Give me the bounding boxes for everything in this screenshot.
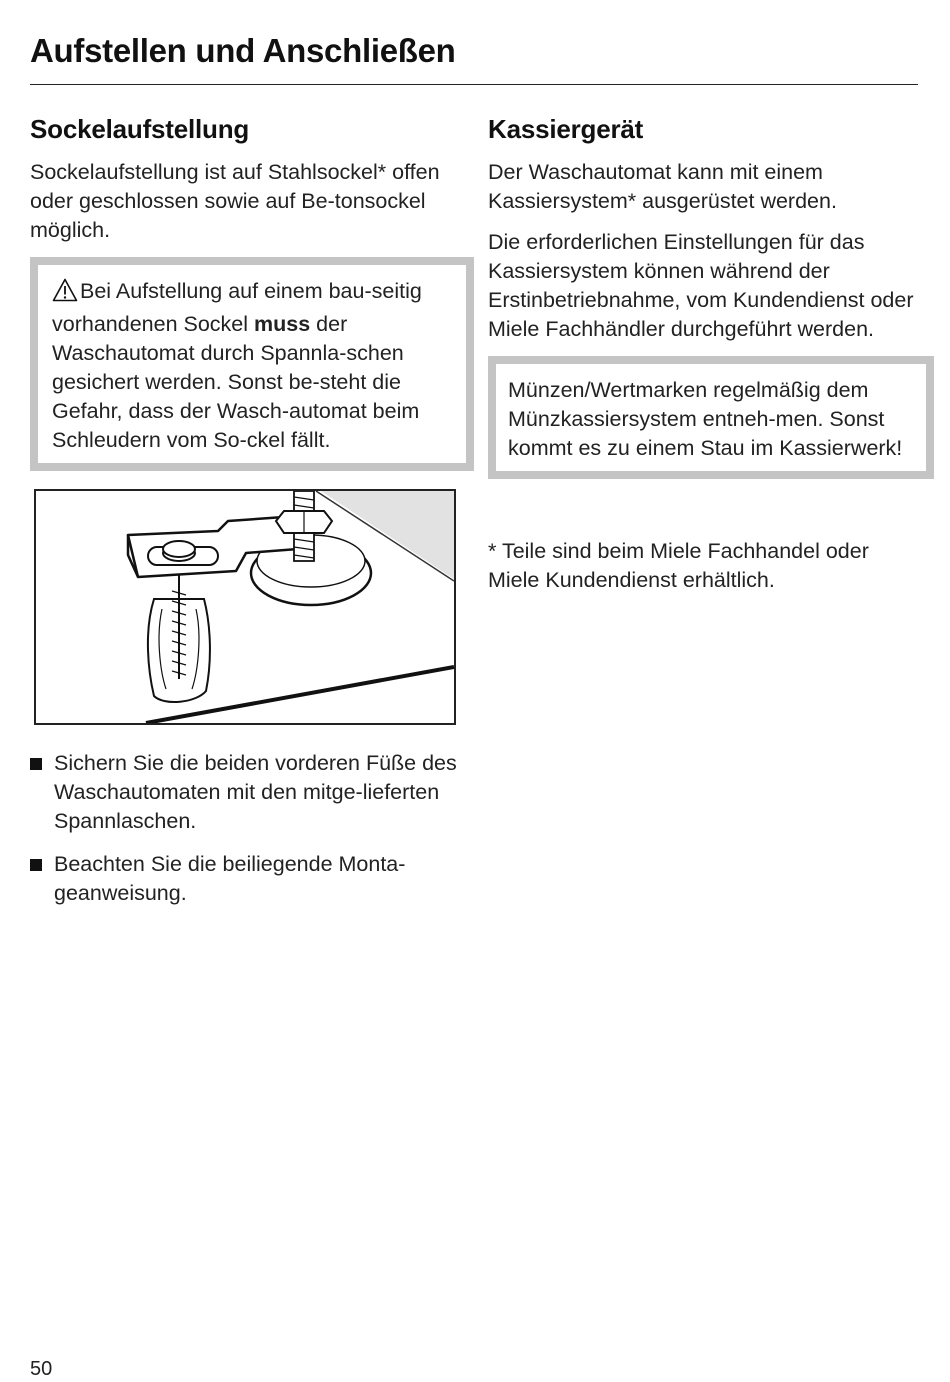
section-heading-sockelaufstellung: Sockelaufstellung [30, 114, 250, 144]
list-item: Beachten Sie die beiliegende Monta-geanweisung. [30, 850, 462, 908]
warning-triangle-icon [52, 278, 78, 310]
bullet-square-icon [30, 859, 42, 871]
instruction-list [30, 749, 462, 908]
kassier-paragraph-2: Die erforderlichen Einstellungen für das Kassiersystem können während der Erstinbetriebnahme, vom Kundendienst oder Miele Fachhändler durchgeführt werden. [488, 230, 914, 341]
note-box [488, 356, 934, 479]
left-column [30, 110, 462, 922]
list-item: Sichern Sie die beiden vorderen Füße des Waschautomaten mit den mitge-lieferten Spannlaschen. [30, 749, 462, 836]
section-heading-kassiergeraet: Kassiergerät [488, 114, 644, 144]
intro-paragraph: Sockelaufstellung ist auf Stahlsockel* offen oder geschlossen sowie auf Be-tonsockel möglich. [30, 160, 440, 242]
warning-text-bold: muss [254, 312, 311, 336]
warning-box [30, 257, 474, 471]
warning-text [52, 277, 452, 455]
warning-text-after: der Waschautomat durch Spannla-schen gesichert werden. Sonst be-steht die Gefahr, dass der Wasch-automat beim Schleudern vom So-ckel fällt. [52, 312, 420, 452]
footnote: * Teile sind beim Miele Fachhandel oder Miele Kundendienst erhältlich. [488, 539, 869, 592]
right-column [488, 110, 920, 607]
kassier-paragraph-1: Der Waschautomat kann mit einem Kassiersystem* ausgerüstet werden. [488, 160, 837, 213]
warning-text-before: Bei Aufstellung auf einem bau-seitig vorhandenen Sockel [52, 279, 422, 336]
bracket-illustration [34, 489, 456, 725]
bullet-square-icon [30, 758, 42, 770]
note-text: Münzen/Wertmarken regelmäßig dem Münzkassiersystem entneh-men. Sonst kommt es zu einem Stau im Kassierwerk! [508, 378, 903, 460]
page-number: 50 [30, 1358, 53, 1380]
page-title: Aufstellen und Anschließen [30, 32, 456, 69]
title-divider [30, 84, 918, 85]
